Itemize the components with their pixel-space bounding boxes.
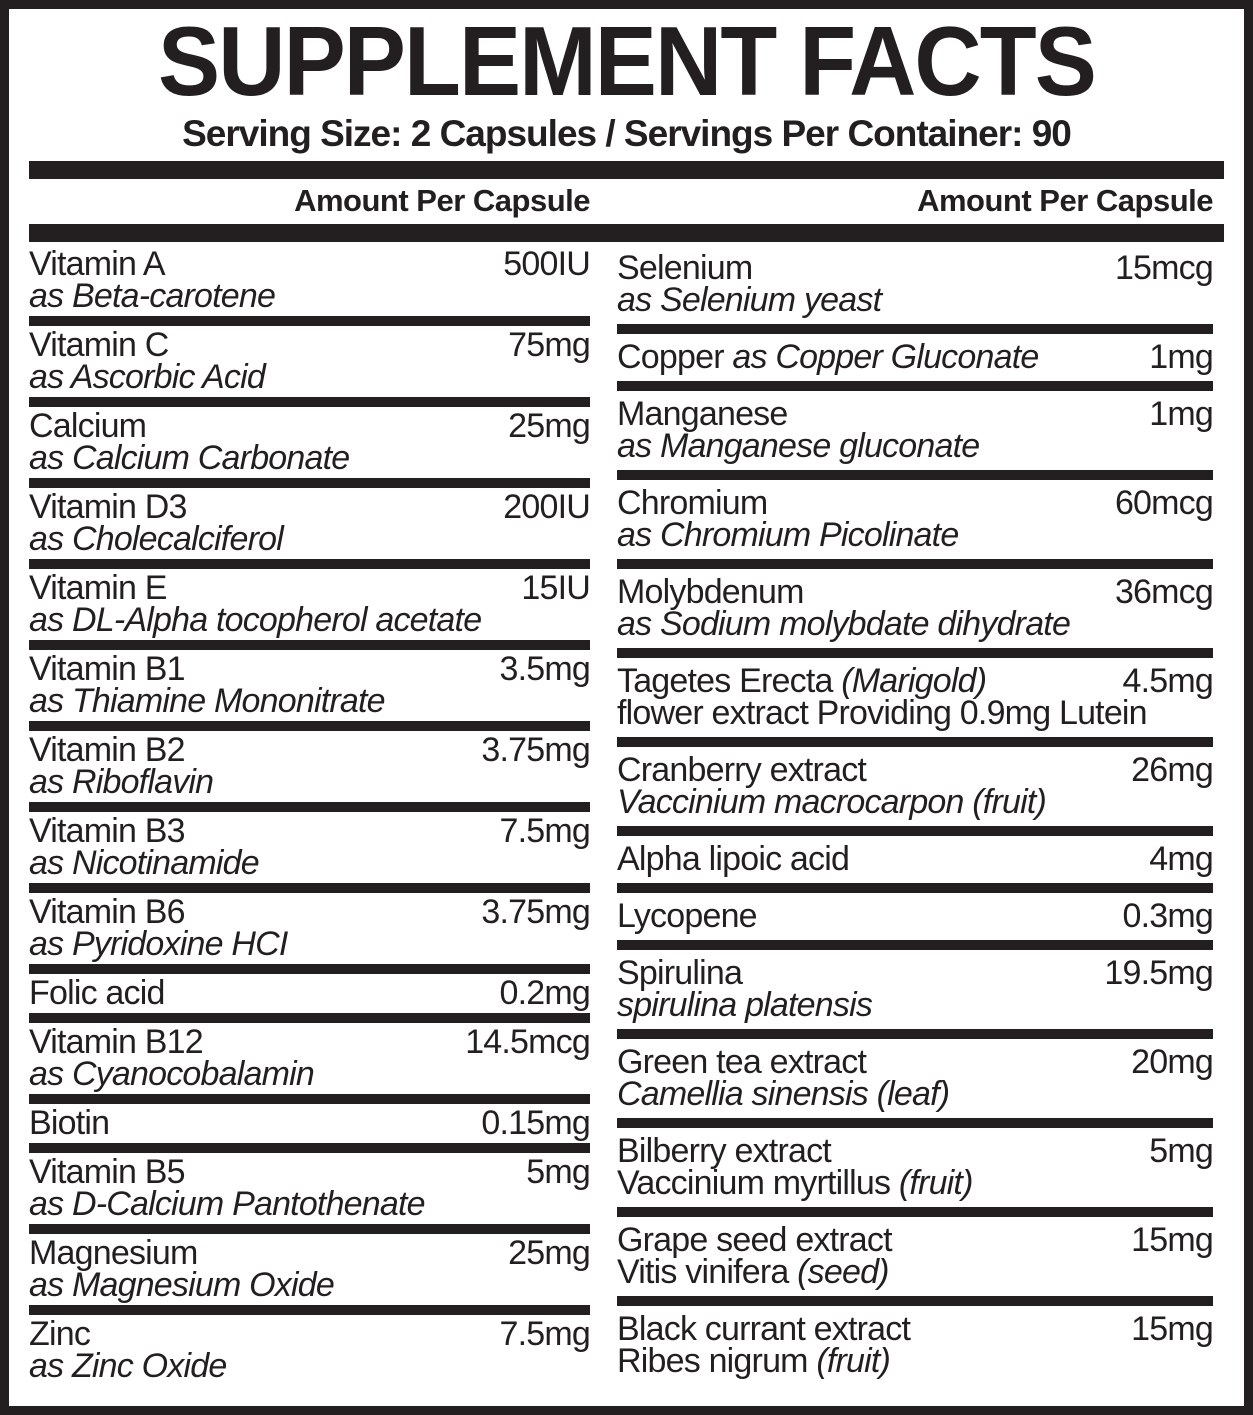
ingredient-name: Vitamin C xyxy=(29,325,169,364)
ingredient-amount: 36mcg xyxy=(1114,572,1213,611)
ingredient-source: as DL-Alpha tocopherol acetate xyxy=(29,600,482,639)
ingredient-amount: 20mg xyxy=(1131,1042,1213,1081)
ingredient-row xyxy=(617,748,1213,825)
row-divider xyxy=(29,397,590,407)
right-column xyxy=(617,246,1213,1385)
ingredient-amount: 7.5mg xyxy=(499,1314,590,1353)
ingredient-name: Selenium xyxy=(617,248,753,287)
ingredient-name: Vitamin B3 xyxy=(29,811,185,850)
ingredient-name: Biotin xyxy=(29,1103,110,1142)
header-divider-top xyxy=(29,161,1224,179)
ingredient-name: Cranberry extract xyxy=(617,750,867,789)
ingredient-name: Green tea extract xyxy=(617,1042,867,1081)
ingredient-line xyxy=(617,750,1213,789)
ingredient-amount: 15mg xyxy=(1131,1309,1213,1348)
ingredients-area xyxy=(29,246,1224,1385)
ingredient-line xyxy=(617,1131,1213,1170)
ingredient-amount: 500IU xyxy=(503,244,590,283)
ingredient-name: Tagetes Erecta (Marigold) xyxy=(617,661,987,700)
column-header-right: Amount Per Capsule xyxy=(917,182,1213,218)
ingredient-row xyxy=(617,246,1213,323)
ingredient-row xyxy=(617,1040,1213,1117)
ingredient-amount: 0.15mg xyxy=(481,1103,590,1142)
row-divider xyxy=(29,1224,590,1234)
ingredient-name: Copper as Copper Gluconate xyxy=(617,337,1039,376)
ingredient-line xyxy=(617,896,1213,935)
ingredient-row xyxy=(617,894,1213,939)
row-divider xyxy=(29,1143,590,1153)
left-column xyxy=(29,246,590,1385)
row-divider xyxy=(617,381,1213,391)
ingredient-amount: 15IU xyxy=(521,568,590,607)
ingredient-amount: 19.5mg xyxy=(1104,953,1213,992)
ingredient-source: as Calcium Carbonate xyxy=(29,438,350,477)
ingredient-row xyxy=(617,951,1213,1028)
ingredient-amount: 3.75mg xyxy=(481,892,590,931)
row-divider xyxy=(29,721,590,731)
ingredient-row xyxy=(617,1307,1213,1384)
ingredient-name: Molybdenum xyxy=(617,572,804,611)
ingredient-amount: 3.75mg xyxy=(481,730,590,769)
ingredient-name: Zinc xyxy=(29,1314,91,1353)
ingredient-amount: 60mcg xyxy=(1114,483,1213,522)
ingredient-line xyxy=(29,568,590,607)
ingredient-source: as Beta-carotene xyxy=(29,276,276,315)
ingredient-name: Magnesium xyxy=(29,1233,198,1272)
ingredient-name: Vitamin B5 xyxy=(29,1152,185,1191)
ingredient-source: as Riboflavin xyxy=(29,762,214,801)
ingredient-name: Bilberry extract xyxy=(617,1131,831,1170)
ingredient-row xyxy=(617,392,1213,469)
column-header-left: Amount Per Capsule xyxy=(294,182,590,218)
row-divider xyxy=(29,964,590,974)
ingredient-line xyxy=(617,1220,1213,1259)
ingredient-name: Vitamin B1 xyxy=(29,649,185,688)
row-divider xyxy=(29,1013,590,1023)
ingredient-line xyxy=(617,394,1213,433)
ingredient-line xyxy=(29,406,590,445)
ingredient-source: as Chromium Picolinate xyxy=(617,515,959,554)
row-divider xyxy=(617,883,1213,893)
column-headers-row xyxy=(29,179,1224,224)
ingredient-source: as Pyridoxine HCI xyxy=(29,924,288,963)
ingredient-line xyxy=(29,244,590,283)
ingredient-line xyxy=(29,1152,590,1191)
ingredient-name: Calcium xyxy=(29,406,147,445)
ingredient-source: as Selenium yeast xyxy=(617,280,882,319)
ingredient-row xyxy=(617,1218,1213,1295)
ingredient-amount: 4.5mg xyxy=(1122,661,1213,700)
ingredient-line xyxy=(617,1042,1213,1081)
ingredient-line xyxy=(29,649,590,688)
ingredient-line xyxy=(617,839,1213,878)
ingredient-line xyxy=(617,572,1213,611)
ingredient-source: as Cyanocobalamin xyxy=(29,1054,315,1093)
ingredient-source: Camellia sinensis (leaf) xyxy=(617,1074,950,1113)
ingredient-row xyxy=(29,327,590,396)
ingredient-source: as Ascorbic Acid xyxy=(29,357,265,396)
ingredient-name: Spirulina xyxy=(617,953,743,992)
ingredient-amount: 15mcg xyxy=(1114,248,1213,287)
ingredient-source: Vitis vinifera (seed) xyxy=(617,1252,889,1291)
ingredient-amount: 5mg xyxy=(526,1152,590,1191)
ingredient-source: as Zinc Oxide xyxy=(29,1346,227,1385)
row-divider xyxy=(617,559,1213,569)
row-divider xyxy=(617,470,1213,480)
ingredient-source: as Sodium molybdate dihydrate xyxy=(617,604,1071,643)
row-divider xyxy=(617,1296,1213,1306)
ingredient-name: Folic acid xyxy=(29,973,165,1012)
ingredient-amount: 200IU xyxy=(503,487,590,526)
ingredient-row xyxy=(29,246,590,315)
ingredient-line xyxy=(29,1022,590,1061)
ingredient-source: as D-Calcium Pantothenate xyxy=(29,1184,425,1223)
row-divider xyxy=(617,940,1213,950)
row-divider xyxy=(29,802,590,812)
ingredient-name: Vitamin D3 xyxy=(29,487,187,526)
ingredient-row xyxy=(617,659,1213,736)
ingredient-name: Vitamin B12 xyxy=(29,1022,203,1061)
ingredient-row xyxy=(29,1024,590,1093)
ingredient-line xyxy=(29,730,590,769)
ingredient-line xyxy=(29,1103,590,1142)
ingredient-row xyxy=(29,651,590,720)
ingredient-line xyxy=(29,1314,590,1353)
ingredient-source: as Magnesium Oxide xyxy=(29,1265,334,1304)
ingredient-name: Manganese xyxy=(617,394,788,433)
ingredient-amount: 25mg xyxy=(508,1233,590,1272)
row-divider xyxy=(29,316,590,326)
ingredient-name: Vitamin E xyxy=(29,568,167,607)
row-divider xyxy=(617,737,1213,747)
ingredient-row xyxy=(29,1105,590,1142)
ingredient-amount: 26mg xyxy=(1131,750,1213,789)
row-divider xyxy=(29,478,590,488)
ingredient-source: Vaccinium macrocarpon (fruit) xyxy=(617,782,1047,821)
ingredient-amount: 4mg xyxy=(1149,839,1213,878)
page-title: SUPPLEMENT FACTS xyxy=(158,6,1095,116)
ingredient-line xyxy=(29,811,590,850)
ingredient-amount: 1mg xyxy=(1149,394,1213,433)
ingredient-row xyxy=(29,1154,590,1223)
ingredient-row xyxy=(29,408,590,477)
ingredient-amount: 14.5mcg xyxy=(465,1022,590,1061)
ingredient-row xyxy=(617,481,1213,558)
row-divider xyxy=(29,1305,590,1315)
ingredient-line xyxy=(617,953,1213,992)
ingredient-row xyxy=(617,570,1213,647)
ingredient-line xyxy=(29,487,590,526)
ingredient-amount: 5mg xyxy=(1149,1131,1213,1170)
ingredient-source: as Cholecalciferol xyxy=(29,519,283,558)
ingredient-line xyxy=(617,661,1213,700)
ingredient-line xyxy=(617,337,1213,376)
ingredient-source: as Thiamine Mononitrate xyxy=(29,681,385,720)
ingredient-row xyxy=(29,570,590,639)
serving-info: Serving Size: 2 Capsules / Servings Per Container: 90 xyxy=(182,112,1071,154)
ingredient-name: Black currant extract xyxy=(617,1309,911,1348)
row-divider xyxy=(29,1094,590,1104)
ingredient-name: Vitamin A xyxy=(29,244,165,283)
ingredient-amount: 25mg xyxy=(508,406,590,445)
ingredient-line xyxy=(617,248,1213,287)
row-divider xyxy=(29,883,590,893)
ingredient-row xyxy=(29,894,590,963)
ingredient-source: flower extract Providing 0.9mg Lutein xyxy=(617,693,1147,732)
row-divider xyxy=(617,1029,1213,1039)
ingredient-row xyxy=(617,1129,1213,1206)
ingredient-line xyxy=(29,973,590,1012)
ingredient-row xyxy=(617,837,1213,882)
row-divider xyxy=(617,1118,1213,1128)
ingredient-amount: 0.2mg xyxy=(499,973,590,1012)
ingredient-source: as Manganese gluconate xyxy=(617,426,980,465)
ingredient-row xyxy=(29,1235,590,1304)
row-divider xyxy=(617,1207,1213,1217)
ingredient-source: spirulina platensis xyxy=(617,985,873,1024)
ingredient-source: Vaccinium myrtillus (fruit) xyxy=(617,1163,973,1202)
row-divider xyxy=(617,324,1213,334)
ingredient-amount: 3.5mg xyxy=(499,649,590,688)
ingredient-line xyxy=(29,325,590,364)
ingredient-line xyxy=(29,892,590,931)
ingredient-amount: 75mg xyxy=(508,325,590,364)
ingredient-name: Lycopene xyxy=(617,896,757,935)
ingredient-name: Alpha lipoic acid xyxy=(617,839,850,878)
ingredient-row xyxy=(29,489,590,558)
ingredient-amount: 15mg xyxy=(1131,1220,1213,1259)
ingredient-amount: 1mg xyxy=(1149,337,1213,376)
ingredient-row xyxy=(29,813,590,882)
ingredient-amount: 7.5mg xyxy=(499,811,590,850)
ingredient-amount: 0.3mg xyxy=(1122,896,1213,935)
ingredient-name: Chromium xyxy=(617,483,768,522)
row-divider xyxy=(617,648,1213,658)
ingredient-source: Ribes nigrum (fruit) xyxy=(617,1341,891,1380)
ingredient-row xyxy=(29,975,590,1012)
ingredient-row xyxy=(29,732,590,801)
header-divider-bottom xyxy=(29,224,1224,242)
row-divider xyxy=(29,640,590,650)
ingredient-name: Vitamin B2 xyxy=(29,730,185,769)
ingredient-row xyxy=(617,335,1213,380)
ingredient-line xyxy=(617,483,1213,522)
ingredient-line xyxy=(29,1233,590,1272)
ingredient-name: Vitamin B6 xyxy=(29,892,185,931)
row-divider xyxy=(617,826,1213,836)
ingredient-source: as Nicotinamide xyxy=(29,843,259,882)
row-divider xyxy=(29,559,590,569)
ingredient-line xyxy=(617,1309,1213,1348)
ingredient-name: Grape seed extract xyxy=(617,1220,892,1259)
ingredient-row xyxy=(29,1316,590,1385)
